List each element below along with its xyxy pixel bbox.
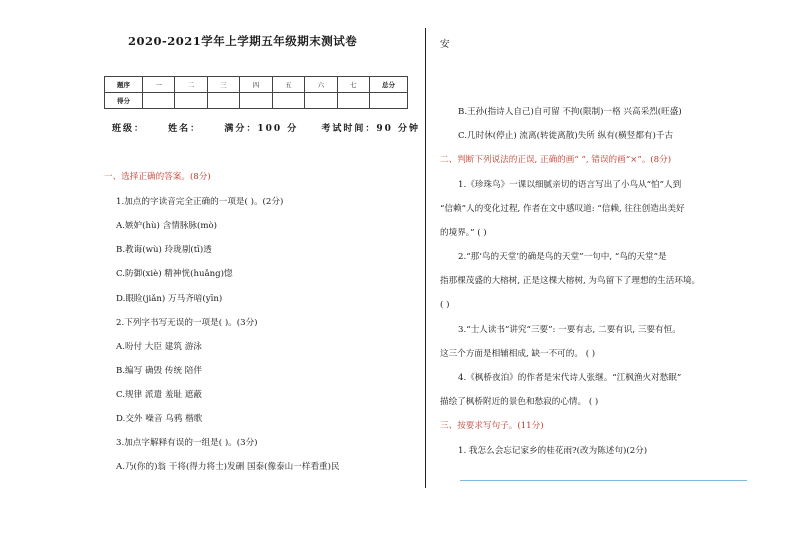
option: D.眼睑(jiǎn) 万马齐喑(yīn) [116,294,223,304]
exam-time-label: 考试时间：90 分钟 [321,124,421,134]
option: B.王孙(指诗人自己)自可留 不拘(限制)一格 兴高采烈(旺盛) [458,107,682,117]
question: 1.加点的字读音完全正确的一项是( )。(2分) [116,197,284,207]
option: B.编写 确毁 传统 陪伴 [116,366,202,376]
exam-title: 2020-2021学年上学期五年级期末测试卷 [128,34,358,48]
full-score-label: 满分：100 分 [224,124,299,134]
option: C.防御(xiè) 精神恍(huǎng)惚 [116,269,233,279]
score-table [104,76,408,109]
statement: 3.“士人读书”讲究“三要”: 一要有志, 二要有识, 三要有恒。 [458,325,681,335]
column-divider [425,28,426,488]
score-table-score-row [105,93,408,109]
score-blank[interactable] [337,93,369,109]
continued-text: 安 [440,39,450,50]
score-cell: 三 [207,77,239,93]
statement: “信赖”人的变化过程, 作者在文中感叹道: “信赖, 往往创造出美好 [440,204,685,214]
score-cell: 总分 [370,77,408,93]
score-blank[interactable] [305,93,337,109]
student-info [112,121,438,134]
score-blank[interactable] [272,93,304,109]
score-cell: 一 [143,77,175,93]
option: D.交外 噪音 乌鸦 楷歌 [116,414,203,424]
option: B.教诲(wù) 玲珑剔(tī)透 [116,245,212,255]
statement: 2.“那‘鸟的天堂’的确是鸟的天堂”一句中, “鸟的天堂”是 [458,252,667,262]
score-row-label: 得分 [105,93,143,109]
statement: 指那棵茂盛的大榕树, 正是这棵大榕树, 为鸟留下了理想的生活环境。 [440,276,701,286]
statement: 描绘了枫桥附近的景色和愁寂的心情。 ( ) [440,397,599,407]
question: 3.加点字解释有误的一组是( )。(3分) [116,438,258,448]
statement: 1.《珍珠鸟》一课以细腻亲切的语言写出了小鸟从“怕”人到 [458,180,682,190]
question: 2.下列字书写无误的一项是( )。(3分) [116,318,258,328]
option: A.吩付 大臣 建筑 游泳 [116,342,202,352]
option: C.几时休(停止) 流离(转徙离散)失所 纵有(横竖都有)千古 [458,131,674,141]
section-heading: 一、选择正确的答案。(8分) [104,172,211,182]
statement: 4.《枫桥夜泊》的作者是宋代诗人张继。“江枫渔火对愁眠” [458,373,682,383]
score-cell: 五 [272,77,304,93]
statement: 的境界。” ( ) [440,228,487,238]
option: C.规律 派遣 羞耻 遮蔽 [116,390,202,400]
section-heading: 二、判断下列说法的正误, 正确的画“ ”, 错误的画“×”。(8分) [440,155,672,165]
score-blank[interactable] [143,93,175,109]
score-cell: 六 [305,77,337,93]
score-blank[interactable] [175,93,207,109]
section-heading: 三、按要求写句子。(11分) [440,421,544,431]
score-cell: 四 [240,77,272,93]
name-label: 姓名： [168,124,202,134]
score-blank[interactable] [207,93,239,109]
option: A.嫉妒(hù) 含情脉脉(mò) [116,221,218,231]
answer-line[interactable] [460,480,747,481]
statement: 这三个方面是相辅相成, 缺一不可的。 ( ) [440,349,596,359]
class-label: 班级： [112,124,146,134]
score-blank[interactable] [370,93,408,109]
question: 1. 我怎么会忘记家乡的桂花雨?(改为陈述句)(2分) [458,446,648,456]
score-blank[interactable] [240,93,272,109]
score-cell: 七 [337,77,369,93]
score-table-header-row [105,77,408,93]
score-cell: 题序 [105,77,143,93]
score-cell: 二 [175,77,207,93]
option: A.乃(你的)翁 干将(得力将士)发硎 国泰(像泰山一样看重)民 [116,462,340,472]
statement: ( ) [440,300,450,310]
